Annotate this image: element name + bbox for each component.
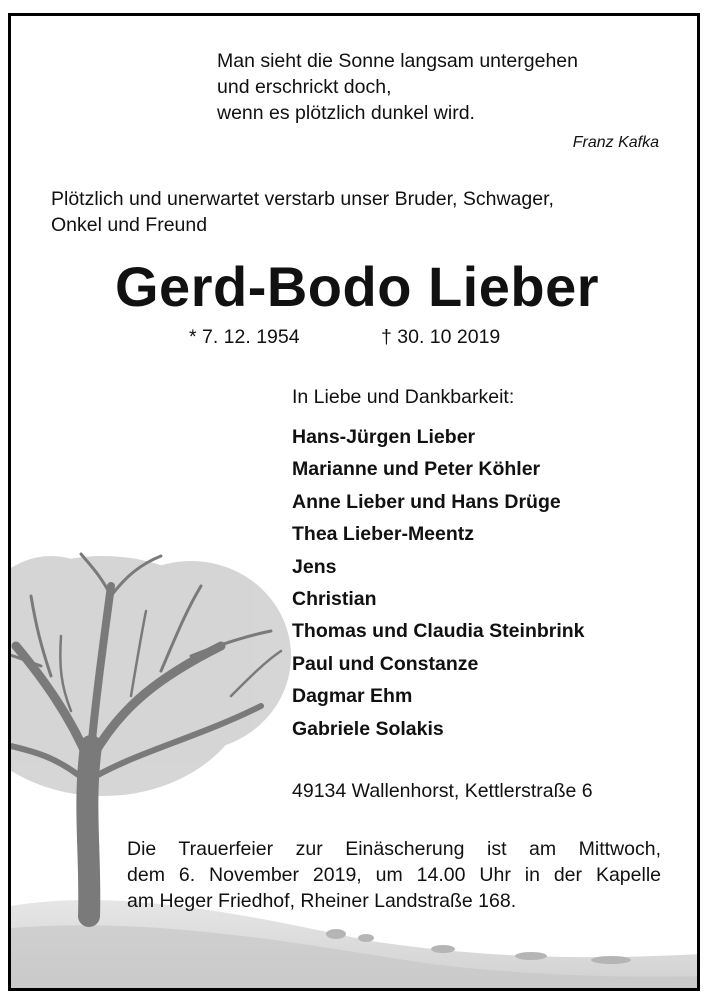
intro-line: Plötzlich und unerwartet verstarb unser Bruder, Schwager, [51,188,554,210]
family-address: 49134 Wallenhorst, Kettlerstraße 6 [292,780,593,802]
mourners-heading: In Liebe und Dankbarkeit: [292,386,515,408]
mourner-name: Jens [292,555,337,578]
funeral-service-info [127,836,661,914]
quote-text [217,48,657,126]
service-line: dem 6. November 2019, um 14.00 Uhr in der Kapelle [127,864,661,886]
mourners-list [292,421,585,745]
intro-line: Onkel und Freund [51,214,208,236]
mourner-name: Christian [292,587,377,610]
death-date: † 30. 10 2019 [381,326,501,348]
quote-line: Man sieht die Sonne langsam untergehen [217,50,578,72]
service-line: Die Trauerfeier zur Einäscherung ist am Mittwoch, [127,838,661,860]
mourner-name: Thomas und Claudia Steinbrink [292,620,585,643]
obituary-notice [8,13,700,991]
birth-date: * 7. 12. 1954 [189,326,300,348]
mourner-name: Dagmar Ehm [292,685,413,708]
mourner-name: Thea Lieber-Meentz [292,523,475,546]
mourner-name: Anne Lieber und Hans Drüge [292,490,561,513]
deceased-name: Gerd-Bodo Lieber [114,255,600,318]
quote-author: Franz Kafka [572,134,659,151]
mourner-name: Paul und Constanze [292,652,479,675]
mourner-name: Marianne und Peter Köhler [292,458,541,481]
quote-line: und erschrickt doch, [217,76,392,98]
mourner-name: Gabriele Solakis [292,717,444,740]
service-line: am Heger Friedhof, Rheiner Landstraße 168. [127,890,517,912]
intro-text [51,186,671,238]
quote-line: wenn es plötzlich dunkel wird. [217,102,475,124]
mourner-name: Hans-Jürgen Lieber [292,426,476,448]
